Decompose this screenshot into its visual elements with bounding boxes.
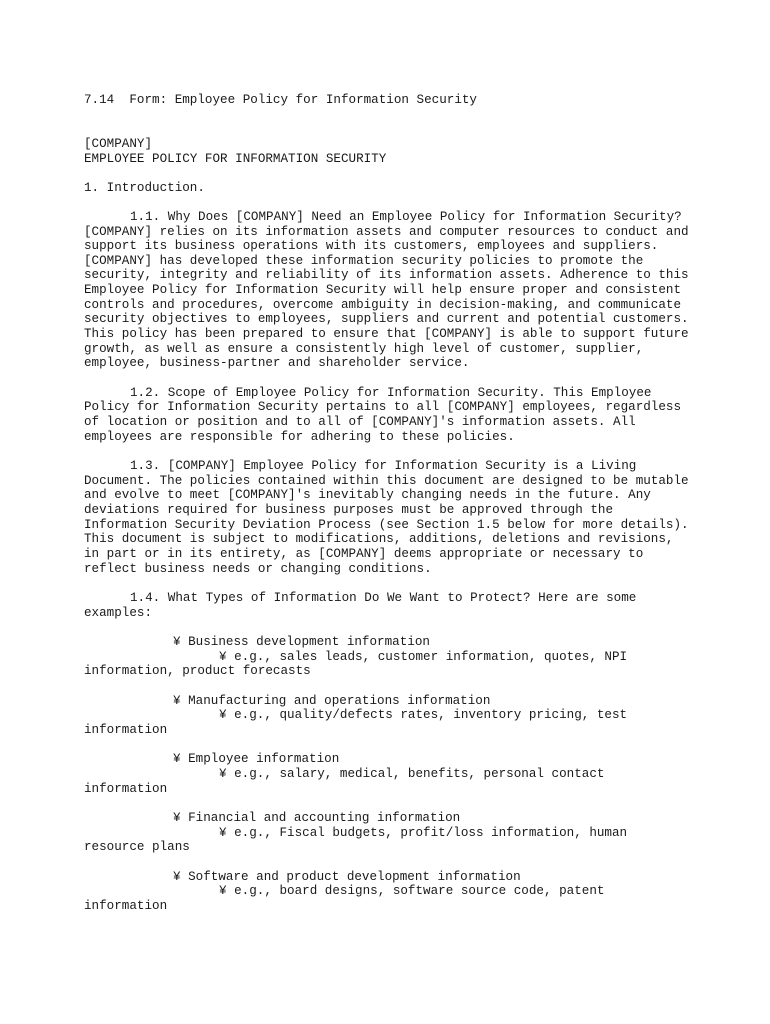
section-heading-introduction: 1. Introduction. (84, 181, 205, 195)
bullet-item: ¥ Manufacturing and operations information (173, 694, 491, 708)
section-1-1-line: security objectives to employees, suppliers and current and potential customers. (84, 312, 689, 326)
section-1-2-line: 1.2. Scope of Employee Policy for Information Security. This Employee (130, 386, 652, 400)
section-1-2-line: employees are responsible for adhering to these policies. (84, 430, 515, 444)
section-1-1-line: [COMPANY] relies on its information assets and computer resources to conduct and (84, 225, 689, 239)
form-title: 7.14 Form: Employee Policy for Information Security (84, 93, 477, 107)
section-1-3-line: and evolve to meet [COMPANY]'s inevitably changing needs in the future. Any (84, 488, 651, 502)
section-1-1-line: This policy has been prepared to ensure that [COMPANY] is able to support future (84, 327, 689, 341)
sub-bullet-item: ¥ e.g., sales leads, customer information, quotes, NPI (219, 650, 628, 664)
section-1-4-line: 1.4. What Types of Information Do We Want to Protect? Here are some (130, 591, 637, 605)
section-1-3-line: Document. The policies contained within this document are designed to be mutable (84, 474, 689, 488)
section-1-1-line: growth, as well as ensure a consistently high level of customer, supplier, (84, 342, 644, 356)
section-1-3-line: in part or in its entirety, as [COMPANY] deems appropriate or necessary to (84, 547, 644, 561)
section-1-1-line: support its business operations with its customers, employees and suppliers. (84, 239, 659, 253)
sub-bullet-wrap: information, product forecasts (84, 664, 311, 678)
section-1-1-line: security, integrity and reliability of its information assets. Adherence to this (84, 268, 689, 282)
sub-bullet-wrap: information (84, 899, 168, 913)
sub-bullet-item: ¥ e.g., Fiscal budgets, profit/loss information, human (219, 826, 628, 840)
sub-bullet-wrap: information (84, 723, 168, 737)
section-1-4-line: examples: (84, 606, 153, 620)
sub-bullet-item: ¥ e.g., salary, medical, benefits, personal contact (219, 767, 605, 781)
sub-bullet-wrap: information (84, 782, 168, 796)
section-1-1-line: [COMPANY] has developed these information security policies to promote the (84, 254, 644, 268)
section-1-1-line: Employee Policy for Information Security will help ensure proper and consistent (84, 283, 682, 297)
section-1-1-line: employee, business-partner and shareholder service. (84, 356, 470, 370)
section-1-2-line: Policy for Information Security pertains to all [COMPANY] employees, regardless (84, 400, 682, 414)
sub-bullet-item: ¥ e.g., board designs, software source code, patent (219, 884, 605, 898)
bullet-item: ¥ Employee information (173, 752, 340, 766)
bullet-item: ¥ Financial and accounting information (173, 811, 461, 825)
section-1-2-line: of location or position and to all of [COMPANY]'s information assets. All (84, 415, 636, 429)
section-1-3-line: reflect business needs or changing conditions. (84, 562, 432, 576)
company-placeholder: [COMPANY] (84, 137, 153, 151)
sub-bullet-item: ¥ e.g., quality/defects rates, inventory pricing, test (219, 708, 628, 722)
section-1-3-line: Information Security Deviation Process (see Section 1.5 below for more details). (84, 518, 689, 532)
bullet-item: ¥ Software and product development information (173, 870, 521, 884)
section-1-3-line: This document is subject to modifications, additions, deletions and revisions, (84, 532, 674, 546)
section-1-3-line: 1.3. [COMPANY] Employee Policy for Information Security is a Living (130, 459, 637, 473)
section-1-1-line: 1.1. Why Does [COMPANY] Need an Employee Policy for Information Security? (130, 210, 682, 224)
bullet-item: ¥ Business development information (173, 635, 430, 649)
sub-bullet-wrap: resource plans (84, 840, 190, 854)
section-1-1-line: controls and procedures, overcome ambiguity in decision-making, and communicate (84, 298, 682, 312)
section-1-3-line: deviations required for business purposes must be approved through the (84, 503, 614, 517)
policy-title: EMPLOYEE POLICY FOR INFORMATION SECURITY (84, 152, 387, 166)
